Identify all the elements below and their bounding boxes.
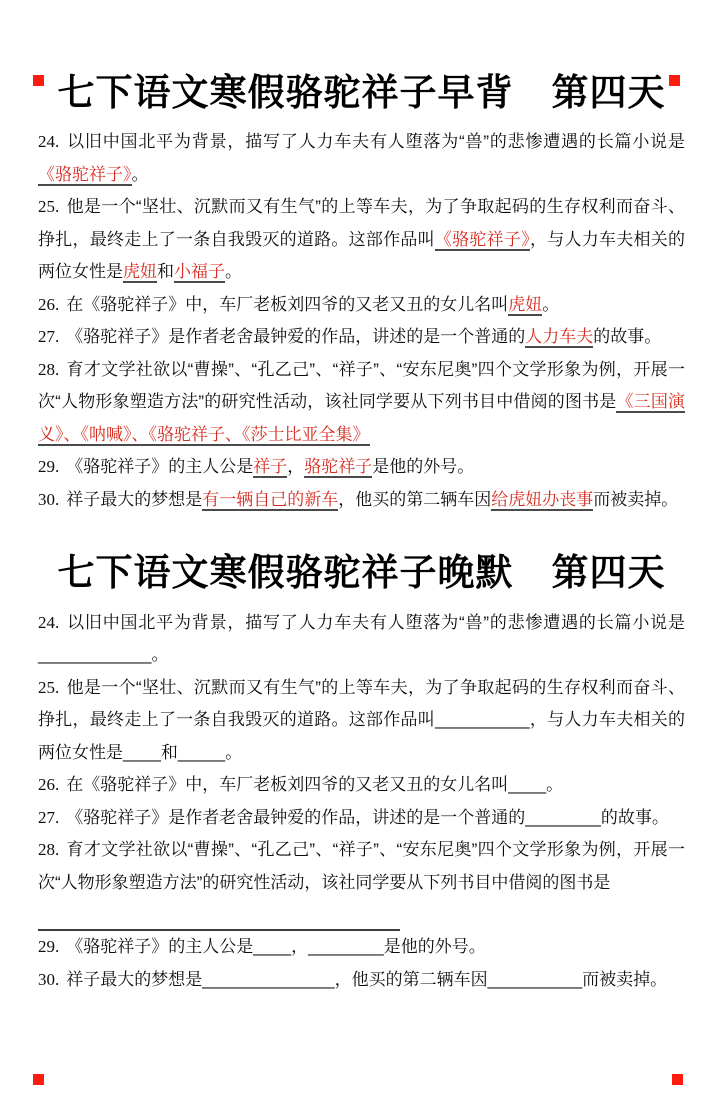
question-item [38, 607, 685, 672]
question-text: 的故事。 [593, 327, 662, 347]
question-text: 《骆驼祥子》是作者老舍最钟爱的作品，讲述的是一个普通的________的故事。 [66, 807, 669, 827]
answer-text: 有一辆自己的新车 [202, 489, 339, 509]
question-text: 以旧中国北平为背景，描写了人力车夫有人堕落为“兽”的悲惨遭遇的长篇小说是 [66, 132, 685, 152]
question-text: 育才文学社欲以“曹操”、“孔乙己”、“祥子”、“安东尼奥”四个文学形象为例，开展一次“人物形象塑造方法”的研究性活动，该社同学要从下列书目中借阅的图书是 [38, 359, 685, 412]
question-item [38, 354, 685, 452]
question-item [38, 802, 685, 835]
question-text: 在《骆驼祥子》中，车厂老板刘四爷的又老又丑的女儿名叫 [66, 294, 509, 314]
question-item [38, 834, 685, 931]
answer-text: 人力车夫 [525, 327, 594, 347]
section-morning-items [38, 126, 685, 516]
answer-text: 祥子 [253, 457, 288, 477]
section-morning-title: 七下语文寒假骆驼祥子早背 第四天 [57, 72, 666, 113]
crop-mark-bottom-left [33, 1074, 44, 1085]
answer-text: 虎妞 [508, 294, 543, 314]
question-text: 祥子最大的梦想是______________，他买的第二辆车因__________而被卖掉。 [66, 969, 668, 989]
item-number: 27. [38, 807, 60, 827]
answer-text: 骆驼祥子 [304, 457, 373, 477]
question-text: ，他买的第二辆车因 [338, 489, 492, 509]
item-number: 30. [38, 489, 60, 509]
item-number: 26. [38, 294, 60, 314]
question-item [38, 191, 685, 289]
question-text: ，与人力车夫相关的两位女性是 [38, 229, 686, 282]
crop-mark-top-right [669, 75, 680, 86]
question-item [38, 964, 685, 997]
answer-text: 小福子 [174, 262, 225, 282]
question-text: 。 [542, 294, 560, 314]
question-text: 以旧中国北平为背景，描写了人力车夫有人堕落为“兽”的悲惨遭遇的长篇小说是____________。 [38, 612, 685, 664]
crop-mark-top-left [33, 75, 44, 86]
question-text: 和 [157, 262, 174, 282]
question-text: 育才文学社欲以“曹操”、“孔乙己”、“祥子”、“安东尼奥”四个文学形象为例，开展一次“人物形象塑造方法”的研究性活动，该社同学要从下列书目中借阅的图书是 [38, 840, 685, 892]
item-number: 29. [38, 457, 60, 477]
question-item [38, 769, 685, 802]
question-text: 在《骆驼祥子》中，车厂老板刘四爷的又老又丑的女儿名叫____。 [66, 775, 564, 794]
document-page [0, 70, 723, 996]
answer-text: 《骆驼祥子》 [38, 164, 132, 184]
question-text: 《骆驼祥子》是作者老舍最钟爱的作品，讲述的是一个普通的 [66, 327, 526, 347]
question-text: 祥子最大的梦想是 [66, 489, 203, 509]
crop-mark-bottom-right [672, 1074, 683, 1085]
question-item [38, 672, 685, 770]
question-text: 。 [131, 164, 149, 184]
question-text: 《骆驼祥子》的主人公是____，________是他的外号。 [66, 937, 486, 956]
item-number: 24. [38, 132, 60, 152]
question-item [38, 451, 685, 484]
item-number: 27. [38, 327, 60, 347]
section-evening-items [38, 607, 685, 997]
answer-text: 虎妞 [123, 262, 157, 282]
question-item [38, 126, 685, 191]
question-item [38, 289, 685, 322]
item-number: 25. [38, 197, 60, 217]
item-number: 28. [38, 359, 60, 379]
answer-text: 《三国演义》、《呐喊》、《骆驼祥子、《莎士比亚全集》 [38, 392, 685, 444]
item-number: 29. [38, 937, 60, 956]
answer-text: 《骆驼祥子》 [434, 229, 530, 249]
question-text: ， [287, 457, 305, 477]
question-text: 他是一个“坚壮、沉默而又有生气”的上等车夫，为了争取起码的生存权利而奋斗、挣扎，最终走上了一条自我毁灭的道路。这部作品叫 [38, 197, 685, 249]
item-number: 30. [38, 969, 60, 989]
section-evening-dictation [38, 550, 685, 996]
item-number: 24. [38, 612, 60, 632]
question-item [38, 484, 685, 517]
item-number: 25. [38, 677, 60, 697]
item-number: 28. [38, 840, 60, 859]
question-text: 他是一个“坚壮、沉默而又有生气”的上等车夫，为了争取起码的生存权利而奋斗、挣扎，最终走上了一条自我毁灭的道路。这部作品叫__________，与人力车夫相关的两位女性是____和_____。 [38, 677, 685, 762]
section-morning-recite [38, 70, 685, 516]
question-text: 是他的外号。 [372, 457, 475, 477]
answer-text: 给虎妞办丧事 [491, 489, 594, 509]
question-text: 。 [225, 262, 242, 282]
question-item [38, 931, 685, 964]
section-evening-title: 七下语文寒假骆驼祥子晚默 第四天 [57, 552, 666, 594]
item-number: 26. [38, 775, 60, 794]
question-text: 而被卖掉。 [593, 489, 679, 509]
question-text: 《骆驼祥子》的主人公是 [66, 457, 254, 477]
answer-blank-line [38, 899, 400, 931]
question-item [38, 321, 685, 354]
